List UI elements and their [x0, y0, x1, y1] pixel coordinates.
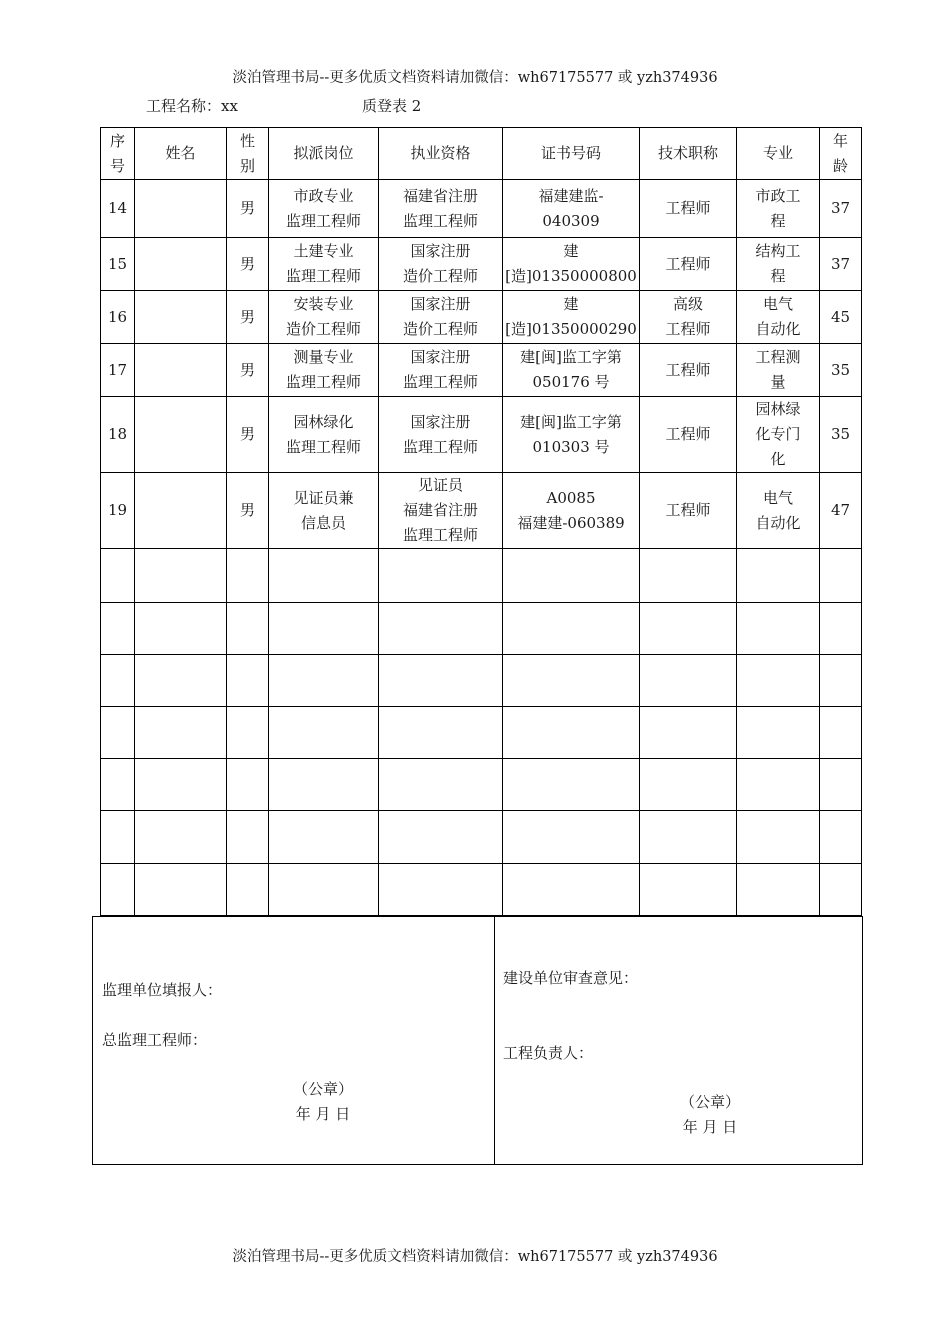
empty-cell	[640, 864, 737, 916]
owner-opinion-label: 建设单位审查意见：	[503, 969, 639, 987]
empty-cell	[269, 811, 379, 864]
seq-cell: 15	[101, 238, 135, 291]
post-cell: 安装专业 造价工程师	[269, 291, 379, 344]
qualification-cell: 国家注册 造价工程师	[379, 238, 503, 291]
table-row	[101, 238, 862, 291]
post-cell: 土建专业 监理工程师	[269, 238, 379, 291]
empty-cell	[269, 603, 379, 655]
empty-cell	[640, 549, 737, 603]
empty-cell	[737, 759, 820, 811]
name-cell	[135, 344, 227, 397]
column-header: 证书号码	[503, 128, 640, 180]
empty-cell	[269, 655, 379, 707]
column-header: 序 号	[101, 128, 135, 180]
gender-cell: 男	[227, 291, 269, 344]
empty-row	[101, 549, 862, 603]
empty-cell	[227, 549, 269, 603]
left-seal-label: （公章）	[292, 1080, 353, 1098]
empty-row	[101, 603, 862, 655]
seq-cell: 19	[101, 473, 135, 549]
empty-cell	[269, 707, 379, 759]
seq-cell: 18	[101, 397, 135, 473]
column-header: 年 龄	[820, 128, 862, 180]
certificate-cell: 建[闽]监工字第 010303 号	[503, 397, 640, 473]
empty-cell	[737, 655, 820, 707]
major-cell: 园林绿 化专门 化	[737, 397, 820, 473]
empty-cell	[379, 603, 503, 655]
empty-cell	[101, 864, 135, 916]
major-cell: 结构工 程	[737, 238, 820, 291]
certificate-cell: A0085 福建建-060389	[503, 473, 640, 549]
empty-cell	[227, 603, 269, 655]
seq-cell: 14	[101, 180, 135, 238]
empty-cell	[737, 707, 820, 759]
name-cell	[135, 291, 227, 344]
page-header: 淡泊管理书局--更多优质文档资料请加微信：wh67175577 或 yzh374936	[232, 70, 718, 86]
empty-cell	[227, 864, 269, 916]
empty-cell	[503, 603, 640, 655]
post-cell: 园林绿化 监理工程师	[269, 397, 379, 473]
empty-cell	[503, 549, 640, 603]
gender-cell: 男	[227, 344, 269, 397]
staff-table	[100, 127, 862, 916]
post-cell: 测量专业 监理工程师	[269, 344, 379, 397]
empty-cell	[135, 655, 227, 707]
tech-title-cell: 工程师	[640, 473, 737, 549]
empty-cell	[101, 655, 135, 707]
empty-cell	[503, 811, 640, 864]
empty-cell	[227, 811, 269, 864]
gender-cell: 男	[227, 180, 269, 238]
empty-row	[101, 759, 862, 811]
post-cell: 见证员兼 信息员	[269, 473, 379, 549]
empty-row	[101, 707, 862, 759]
empty-cell	[227, 759, 269, 811]
tech-title-cell: 工程师	[640, 180, 737, 238]
empty-cell	[640, 811, 737, 864]
age-cell: 35	[820, 397, 862, 473]
table-row	[101, 180, 862, 238]
seq-cell: 16	[101, 291, 135, 344]
certificate-cell: 建 [造]01350000800	[503, 238, 640, 291]
empty-cell	[737, 864, 820, 916]
certificate-cell: 福建建监- 040309	[503, 180, 640, 238]
column-header: 拟派岗位	[269, 128, 379, 180]
tech-title-cell: 工程师	[640, 397, 737, 473]
gender-cell: 男	[227, 473, 269, 549]
column-header: 技术职称	[640, 128, 737, 180]
name-cell	[135, 238, 227, 291]
empty-cell	[379, 549, 503, 603]
table-row	[101, 291, 862, 344]
age-cell: 37	[820, 238, 862, 291]
empty-cell	[269, 549, 379, 603]
empty-cell	[135, 759, 227, 811]
empty-cell	[737, 811, 820, 864]
empty-cell	[737, 549, 820, 603]
empty-cell	[820, 811, 862, 864]
right-date-label: 年 月 日	[682, 1118, 738, 1136]
supervisor-reporter-label: 监理单位填报人：	[102, 981, 223, 999]
form-number: 质登表 2	[362, 97, 422, 115]
empty-cell	[820, 549, 862, 603]
empty-cell	[820, 655, 862, 707]
empty-cell	[640, 603, 737, 655]
column-header: 姓名	[135, 128, 227, 180]
major-cell: 电气 自动化	[737, 291, 820, 344]
chief-engineer-label: 总监理工程师：	[102, 1031, 208, 1049]
empty-cell	[227, 707, 269, 759]
tech-title-cell: 工程师	[640, 344, 737, 397]
empty-cell	[820, 603, 862, 655]
table-row	[101, 473, 862, 549]
column-header: 执业资格	[379, 128, 503, 180]
empty-row	[101, 864, 862, 916]
empty-cell	[135, 864, 227, 916]
empty-cell	[101, 811, 135, 864]
major-cell: 市政工 程	[737, 180, 820, 238]
empty-row	[101, 811, 862, 864]
project-name: 工程名称：xx	[146, 97, 238, 115]
empty-row	[101, 655, 862, 707]
tech-title-cell: 高级 工程师	[640, 291, 737, 344]
empty-cell	[640, 759, 737, 811]
empty-cell	[640, 655, 737, 707]
empty-cell	[503, 864, 640, 916]
empty-cell	[379, 655, 503, 707]
empty-cell	[503, 759, 640, 811]
empty-cell	[101, 549, 135, 603]
age-cell: 37	[820, 180, 862, 238]
tech-title-cell: 工程师	[640, 238, 737, 291]
empty-cell	[135, 603, 227, 655]
empty-cell	[820, 864, 862, 916]
column-header: 专业	[737, 128, 820, 180]
page-footer: 淡泊管理书局--更多优质文档资料请加微信：wh67175577 或 yzh374936	[232, 1249, 718, 1265]
empty-cell	[101, 707, 135, 759]
qualification-cell: 国家注册 监理工程师	[379, 344, 503, 397]
empty-cell	[269, 864, 379, 916]
gender-cell: 男	[227, 238, 269, 291]
qualification-cell: 国家注册 造价工程师	[379, 291, 503, 344]
certificate-cell: 建 [造]01350000290	[503, 291, 640, 344]
empty-cell	[135, 811, 227, 864]
empty-cell	[135, 707, 227, 759]
signature-section	[92, 916, 863, 1165]
qualification-cell: 国家注册 监理工程师	[379, 397, 503, 473]
empty-cell	[101, 603, 135, 655]
empty-cell	[820, 759, 862, 811]
empty-cell	[820, 707, 862, 759]
empty-cell	[379, 864, 503, 916]
table-header-row	[101, 128, 862, 180]
empty-cell	[737, 603, 820, 655]
empty-cell	[503, 655, 640, 707]
age-cell: 47	[820, 473, 862, 549]
empty-cell	[503, 707, 640, 759]
table-row	[101, 397, 862, 473]
seq-cell: 17	[101, 344, 135, 397]
table-row	[101, 344, 862, 397]
left-date-label: 年 月 日	[295, 1105, 351, 1123]
empty-cell	[269, 759, 379, 811]
qualification-cell: 见证员 福建省注册 监理工程师	[379, 473, 503, 549]
certificate-cell: 建[闽]监工字第 050176 号	[503, 344, 640, 397]
form-meta	[146, 95, 422, 116]
column-header: 性 别	[227, 128, 269, 180]
empty-cell	[379, 759, 503, 811]
major-cell: 工程测 量	[737, 344, 820, 397]
gender-cell: 男	[227, 397, 269, 473]
empty-cell	[135, 549, 227, 603]
empty-cell	[379, 707, 503, 759]
qualification-cell: 福建省注册 监理工程师	[379, 180, 503, 238]
empty-cell	[379, 811, 503, 864]
signature-divider	[494, 917, 495, 1164]
empty-cell	[227, 655, 269, 707]
age-cell: 45	[820, 291, 862, 344]
name-cell	[135, 180, 227, 238]
major-cell: 电气 自动化	[737, 473, 820, 549]
age-cell: 35	[820, 344, 862, 397]
name-cell	[135, 473, 227, 549]
empty-cell	[640, 707, 737, 759]
post-cell: 市政专业 监理工程师	[269, 180, 379, 238]
project-leader-label: 工程负责人：	[503, 1044, 594, 1062]
right-seal-label: （公章）	[679, 1093, 740, 1111]
name-cell	[135, 397, 227, 473]
empty-cell	[101, 759, 135, 811]
